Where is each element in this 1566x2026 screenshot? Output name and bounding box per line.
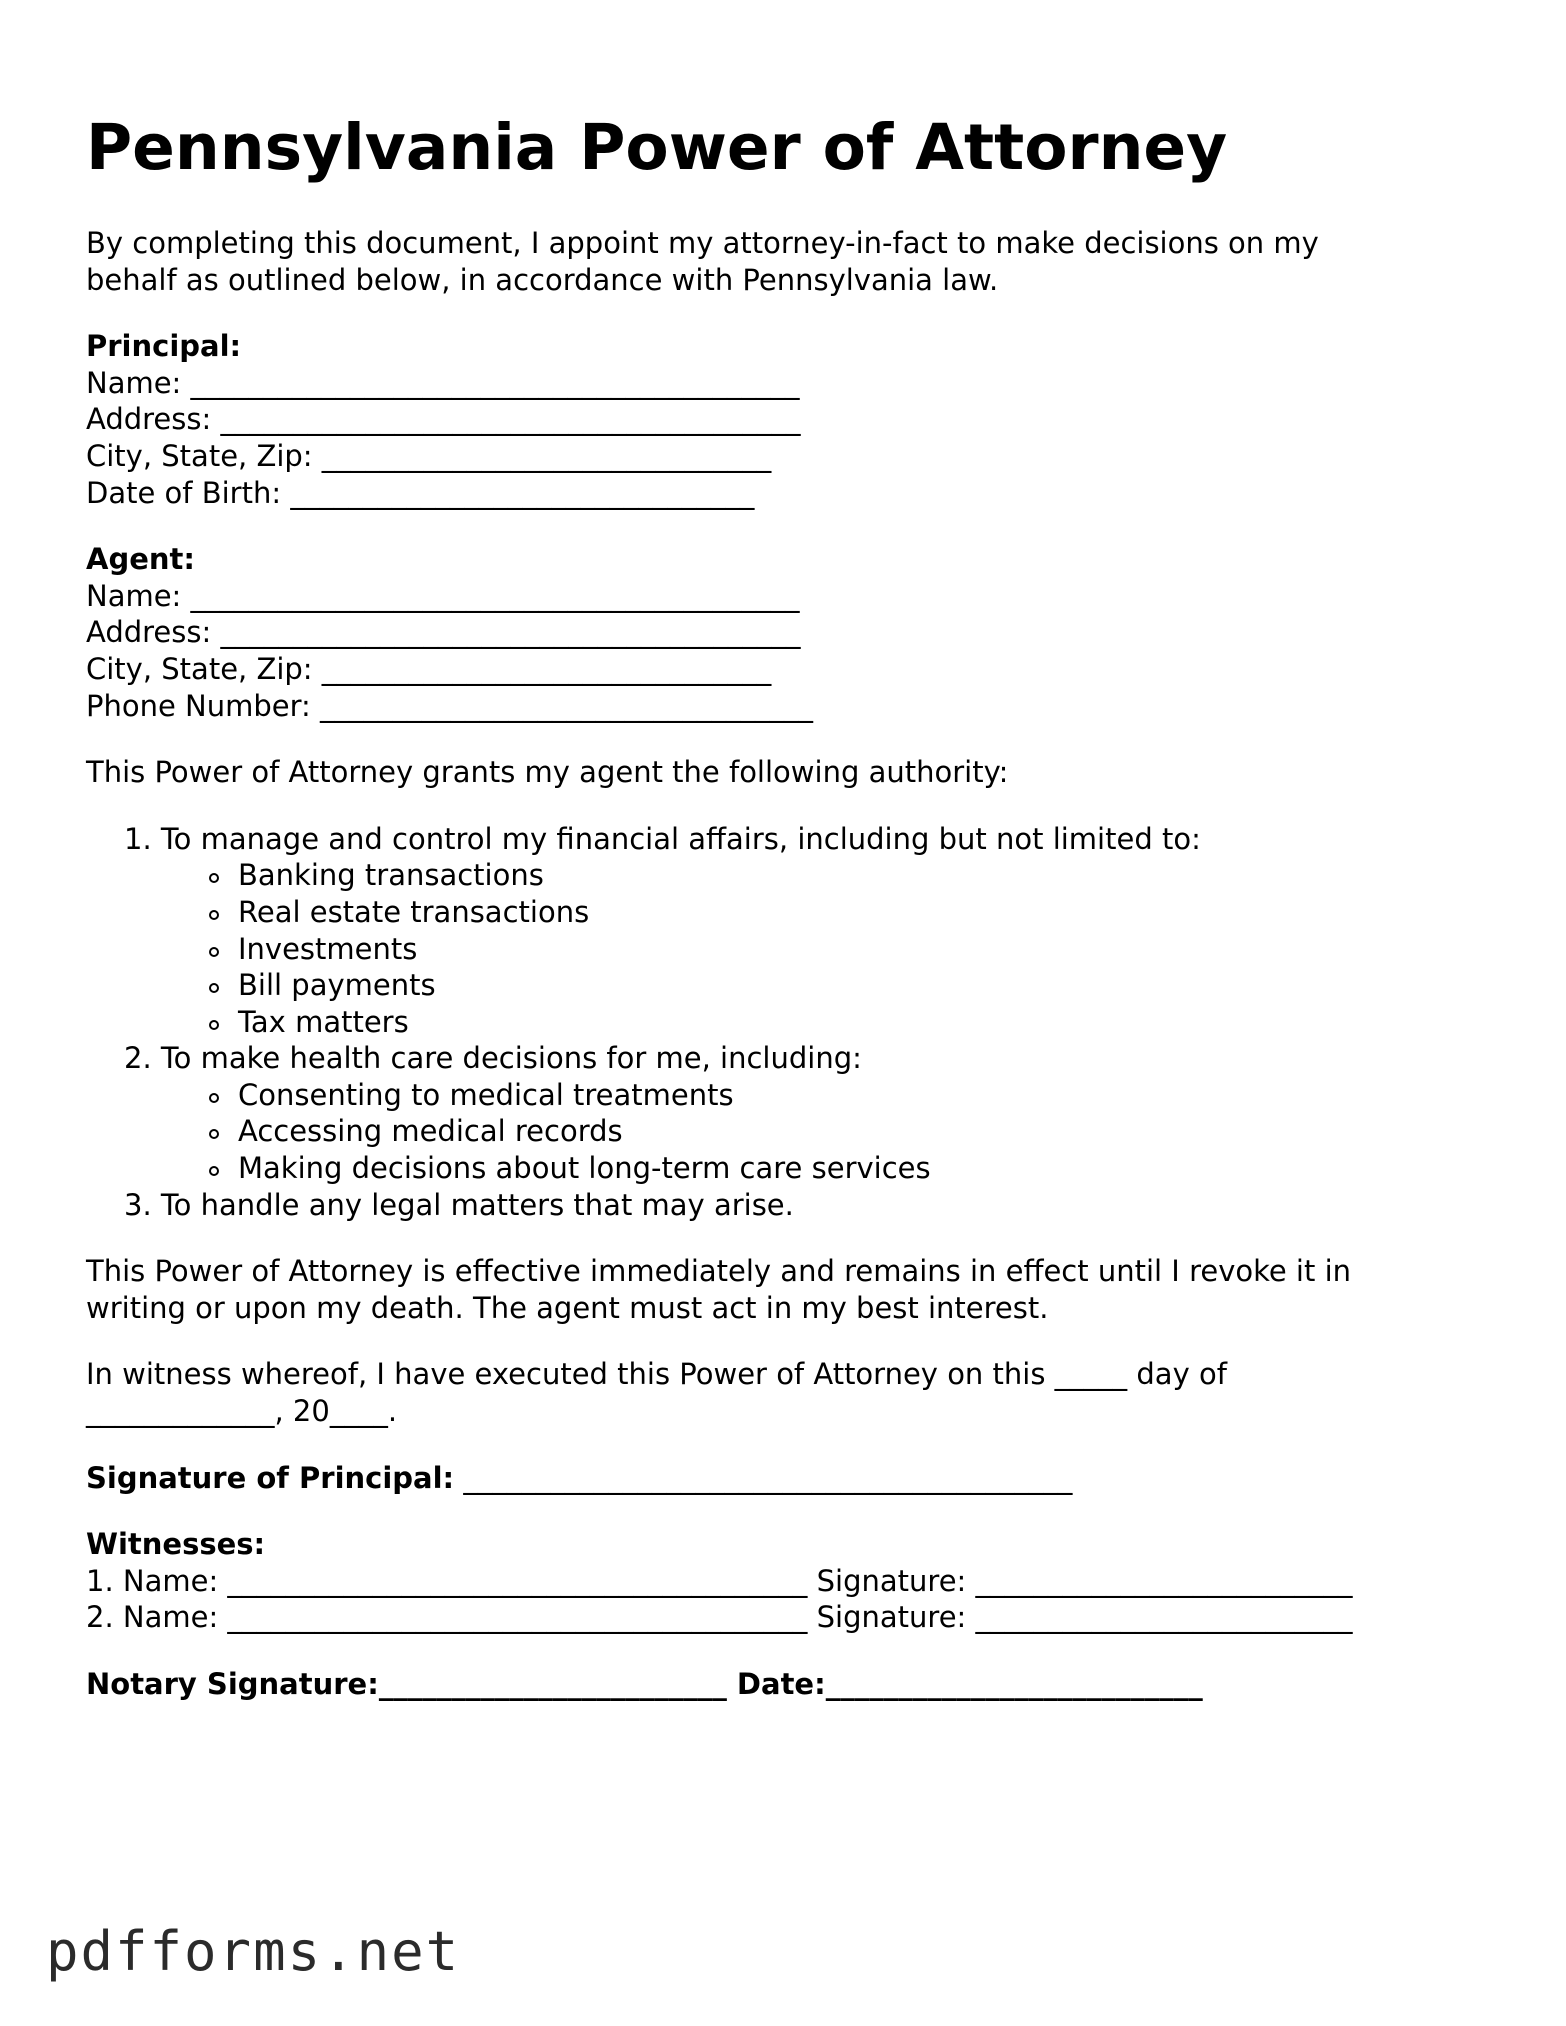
intro-line-1: By completing this document, I appoint my attorney-in-fact to make decisions on my	[86, 226, 1319, 260]
witness-clause-line-2: _____________, 20____.	[86, 1394, 398, 1429]
authority-item-3: 3. To handle any legal matters that may arise.	[124, 1187, 794, 1222]
watermark-logo: pdfforms.net	[46, 1920, 461, 1983]
intro-line-2: behalf as outlined below, in accordance with Pennsylvania law.	[86, 262, 999, 297]
authority-intro: This Power of Attorney grants my agent the following authority:	[86, 755, 1009, 790]
principal-city-field: City, State, Zip: _______________________________	[86, 438, 772, 473]
authority-subitem: Investments	[86, 931, 1353, 968]
authority-subitem: Accessing medical records	[86, 1113, 1353, 1150]
agent-phone-field: Phone Number: __________________________________	[86, 688, 814, 723]
notary-signature-line: ________________________	[378, 1667, 737, 1701]
authority-subitem: Consenting to medical treatments	[86, 1077, 1353, 1114]
authority-subitem: Making decisions about long-term care services	[86, 1150, 1353, 1187]
notary-date-label: Date:	[736, 1667, 826, 1701]
notary-row	[86, 1666, 1353, 1703]
witness-clause-line-1: In witness whereof, I have executed this Power of Attorney on this _____ day of	[86, 1357, 1227, 1392]
authority-item-1: 1. To manage and control my financial affairs, including but not limited to:	[124, 821, 1201, 856]
effective-line-1: This Power of Attorney is effective immediately and remains in effect until I revoke it in	[86, 1254, 1352, 1289]
circle-bullet-icon	[209, 1093, 219, 1103]
effective-line-2: writing or upon my death. The agent must act in my best interest.	[86, 1290, 1049, 1325]
authority-subitem: Real estate transactions	[86, 894, 1353, 931]
agent-city-field: City, State, Zip: _______________________________	[86, 651, 772, 686]
principal-signature-line: __________________________________________	[454, 1460, 1073, 1495]
circle-bullet-icon	[209, 947, 219, 957]
witnesses-heading: Witnesses:	[86, 1527, 266, 1562]
circle-bullet-icon	[209, 910, 219, 920]
authority-item-2: 2. To make health care decisions for me, including:	[124, 1041, 862, 1076]
authority-subitem: Bill payments	[86, 967, 1353, 1004]
notary-date-line: __________________________	[825, 1667, 1203, 1701]
agent-heading: Agent:	[86, 542, 195, 577]
witness-row-1: 1. Name: ________________________________________ Signature: __________________________	[86, 1563, 1353, 1598]
principal-signature-label: Signature of Principal:	[86, 1460, 455, 1495]
principal-heading: Principal:	[86, 329, 242, 364]
principal-signature-row	[86, 1460, 1353, 1497]
document-title: Pennsylvania Power of Attorney	[86, 111, 1228, 184]
agent-address-field: Address: ________________________________________	[86, 615, 801, 650]
authority-subitem: Tax matters	[86, 1004, 1353, 1041]
principal-dob-field: Date of Birth: ________________________________	[86, 475, 755, 510]
witness-row-2: 2. Name: ________________________________________ Signature: __________________________	[86, 1600, 1353, 1635]
authority-subitem: Banking transactions	[86, 857, 1353, 894]
principal-address-field: Address: ________________________________________	[86, 402, 801, 437]
document-body	[86, 225, 1353, 1703]
notary-signature-label: Notary Signature:	[86, 1667, 379, 1701]
principal-name-field: Name: __________________________________________	[86, 365, 800, 400]
agent-name-field: Name: __________________________________________	[86, 578, 800, 613]
circle-bullet-icon	[209, 1020, 219, 1030]
circle-bullet-icon	[209, 1166, 219, 1176]
